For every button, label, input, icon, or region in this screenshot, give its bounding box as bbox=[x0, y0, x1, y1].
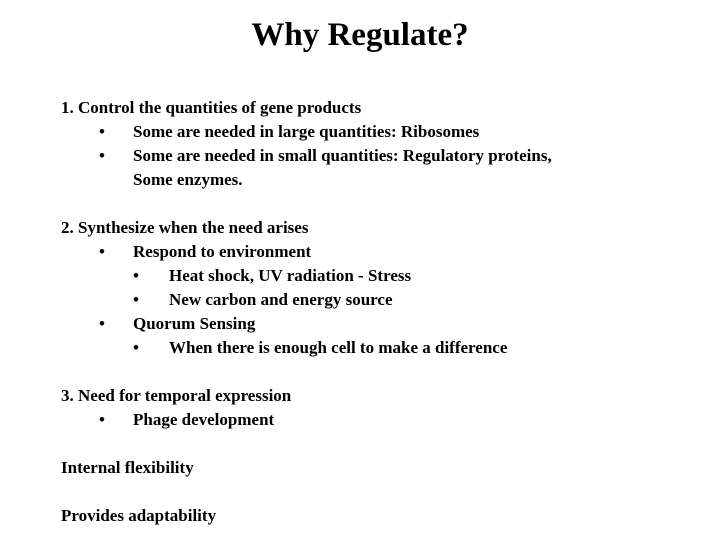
section-1-heading: 1. Control the quantities of gene products bbox=[61, 98, 362, 117]
bullet-icon: • bbox=[99, 410, 105, 429]
note-internal-flexibility: Internal flexibility bbox=[61, 458, 194, 477]
slide-title: Why Regulate? bbox=[251, 17, 469, 53]
bullet-icon: • bbox=[99, 122, 105, 141]
note-provides-adaptability: Provides adaptability bbox=[61, 506, 217, 525]
bullet-icon: • bbox=[99, 242, 105, 261]
section-2-item-quorum: Quorum Sensing bbox=[133, 314, 256, 333]
section-2-subitem-cell: When there is enough cell to make a difference bbox=[169, 338, 508, 357]
section-3-item-phage: Phage development bbox=[133, 410, 275, 429]
section-1-item-2-continued: Some enzymes. bbox=[133, 170, 243, 189]
section-2-heading: 2. Synthesize when the need arises bbox=[61, 218, 309, 237]
bullet-icon: • bbox=[133, 266, 139, 285]
section-3-heading: 3. Need for temporal expression bbox=[61, 386, 292, 405]
section-2-item-respond: Respond to environment bbox=[133, 242, 312, 261]
section-1-item-2: Some are needed in small quantities: Regulatory proteins, bbox=[133, 146, 552, 165]
section-1-item-1: Some are needed in large quantities: Ribosomes bbox=[133, 122, 480, 141]
bullet-icon: • bbox=[99, 314, 105, 333]
section-2-subitem-carbon: New carbon and energy source bbox=[169, 290, 393, 309]
bullet-icon: • bbox=[133, 338, 139, 357]
section-2-subitem-stress: Heat shock, UV radiation - Stress bbox=[169, 266, 412, 285]
bullet-icon: • bbox=[133, 290, 139, 309]
bullet-icon: • bbox=[99, 146, 105, 165]
